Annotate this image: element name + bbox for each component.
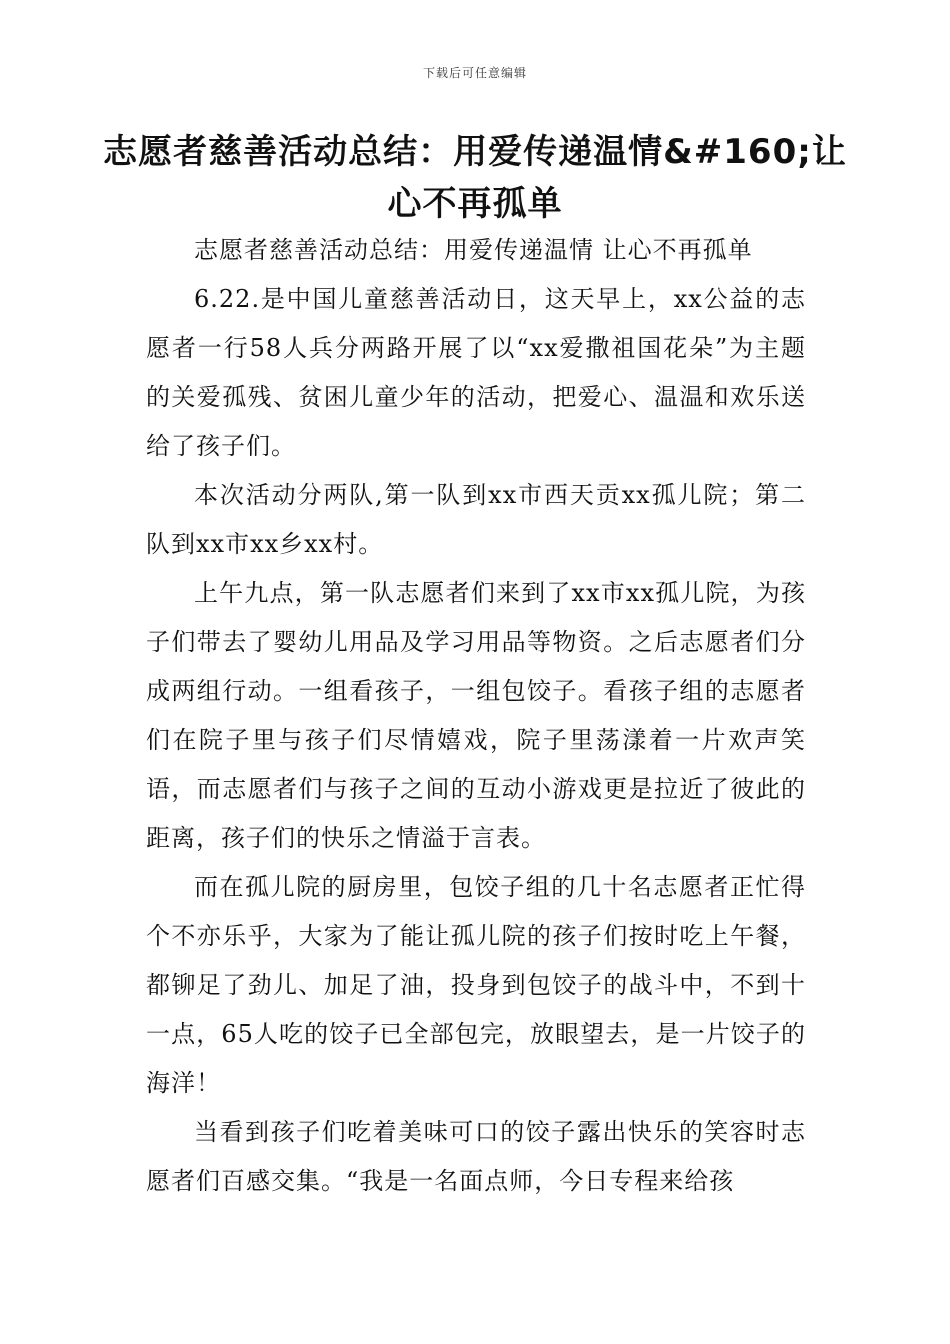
paragraph: 本次活动分两队,第一队到xx市西天贡xx孤儿院；第二队到xx市xx乡xx村。	[146, 481, 806, 558]
paragraph: 而在孤儿院的厨房里，包饺子组的几十名志愿者正忙得个不亦乐乎，大家为了能让孤儿院的孩子们按时吃上午餐，都铆足了劲儿、加足了油，投身到包饺子的战斗中，不到十一点，65人吃的饺子已全部包完，放眼望去，是一片饺子的海洋！	[146, 873, 806, 1097]
paragraph: 6.22.是中国儿童慈善活动日，这天早上，xx公益的志愿者一行58人兵分两路开展了以“xx爱撒祖国花朵”为主题的关爱孤残、贫困儿童少年的活动，把爱心、温温和欢乐送给了孩子们。	[146, 285, 806, 460]
document-body	[146, 226, 806, 1206]
header-note: 下载后可任意编辑	[422, 66, 527, 80]
paragraph-subtitle: 志愿者慈善活动总结：用爱传递温情 让心不再孤单	[194, 236, 753, 264]
document-title: 志愿者慈善活动总结：用爱传递温情&#160;让心不再孤单	[103, 132, 847, 224]
paragraph: 上午九点，第一队志愿者们来到了xx市xx孤儿院，为孩子们带去了婴幼儿用品及学习用品等物资。之后志愿者们分成两组行动。一组看孩子，一组包饺子。看孩子组的志愿者们在院子里与孩子们尽情嬉戏，院子里荡漾着一片欢声笑语，而志愿者们与孩子之间的互动小游戏更是拉近了彼此的距离，孩子们的快乐之情溢于言表。	[146, 579, 806, 852]
paragraph: 当看到孩子们吃着美味可口的饺子露出快乐的笑容时志愿者们百感交集。“我是一名面点师，今日专程来给孩	[146, 1118, 806, 1195]
